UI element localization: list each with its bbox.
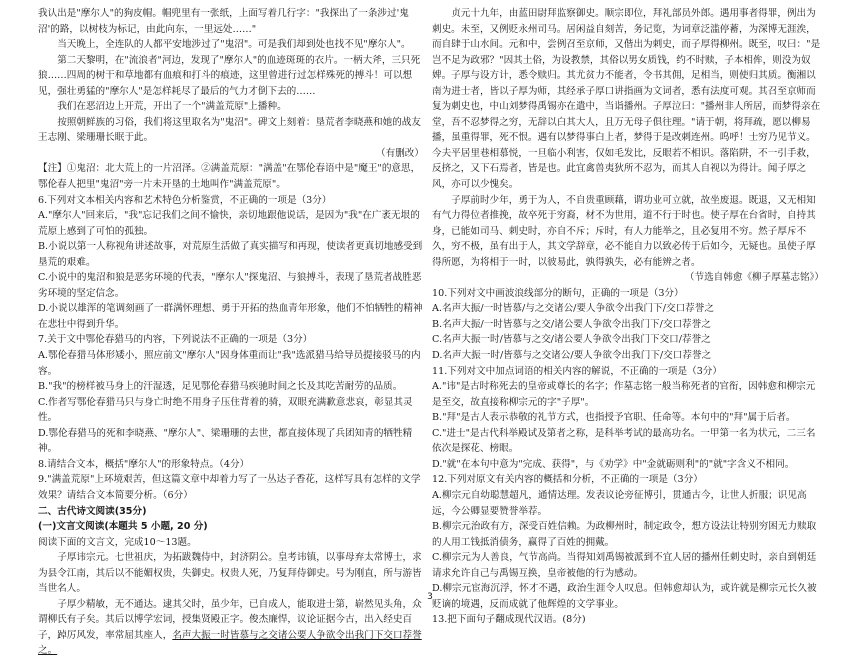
- option: B.小说以第一人称视角讲述故事，对荒原生活做了真实描写和再现，使读者更真切地感受到垦荒的艰难。: [38, 241, 423, 268]
- question-8: 8.请结合文本，概括"摩尔人"的形象特点。（4分）: [38, 458, 250, 470]
- option: A."讳"是古时称死去的皇帝或尊长的名字；作墓志铭一般当称死者的官衔，因韩愈和柳宗元是至交，故直接称柳宗元的字"子厚"。: [432, 381, 816, 408]
- option: C.柳宗元为人善良，气节高尚。当得知刘禹锡被派到不宜人居的播州任刺史时，亲自到朝廷请求允许自己与禹锡互换，皇帝被他的行为感动。: [432, 552, 817, 579]
- wavy-underlined-sentence: 名声大振一时皆慕与之交诸公要人争欲令出我门下交口荐誉之。: [38, 629, 422, 657]
- passage-paragraph: 当天晚上，全连队的人都平安地涉过了"鬼沼"。可是我们却到处也找不见"摩尔人"。: [57, 39, 411, 51]
- option: C.名声大振一时/皆慕与之交/诸公要人争欲令出我门下交口/荐誉之: [432, 334, 711, 346]
- question-10-stem: 10.下列对文中画波浪线部分的断句，正确的一项是（3分）: [432, 287, 684, 299]
- option: B.柳宗元治政有方，深受百姓信赖。为政柳州时，制定政令，想方设法让特别穷困无力赎取的人用工钱抵消债务，赢得了百姓的拥戴。: [432, 521, 817, 548]
- passage-paragraph: 按照朝鲜族的习俗，我们将这里取名为"鬼沼"。碑文上刻着：垦荒者李晓燕和她的战友王志刚、梁珊珊长眠于此。: [38, 116, 421, 144]
- option: A.柳宗元自幼聪慧超凡，通情达理。发表议论旁征博引，贯通古今，让世人折服；识见高远，今公卿显要赞誉举荐。: [432, 489, 807, 517]
- option: C.作者写鄂伦春猎马只与身亡时绝不用身子压住背着的骑，双眼充满歉意悲哀，彰显其灵性。: [38, 396, 413, 424]
- option: A.名声大振/一时皆慕/与之交诸公/要人争欲令出我门下/交口荐誉之: [432, 303, 714, 315]
- classical-text: 子厚少精敏，无不通达。逮其父时，虽少年，已自成人，能取进士第，崭然见头角，众谓柳氏有子矣。其后以博学宏词，授集贤殿正字。俊杰廉悍，议论证据今古，出入经史百子，踔厉风发，率常屈其座人，: [38, 598, 422, 641]
- question-7-stem: 7.关于文中鄂伦春猎马的内容，下列说法不正确的一项是（3分）: [38, 334, 313, 346]
- option: B."拜"是古人表示恭敬的礼节方式，也指授予官职、任命等。本句中的"拜"属于后者。: [432, 412, 796, 424]
- passage-paragraph: 第二天黎明，在"流浪者"河边，发现了"摩尔人"的血迹斑斑的衣片。一柄大斧，三只死狼……四周的树干和草地都有血痕和打斗的痕迹，这里曾进行过怎样殊死的搏斗！可以想见，强壮勇猛的"摩尔人"是怎样耗尽了最后的气力才倒下去的……: [38, 54, 421, 97]
- option: B.名声大振/一时皆慕与之交/诸公要人争欲令出我门下/交口荐誉之: [432, 318, 711, 330]
- source-note: （有删改）: [376, 147, 424, 159]
- question-9: 9."满盖荒原"上环境艰苦，但这篇文章中却着力写了一丛达子香花，这样写具有怎样的文学效果？请结合文本简要分析。（6分）: [38, 474, 421, 501]
- page-number: 3: [427, 592, 433, 602]
- option: B."我"的榜样被马身上的汗湿透，足见鄂伦春猎马疾驰时间之长及其吃苦耐劳的品质。: [38, 381, 403, 393]
- option: C."进士"是古代科举殿试及第者之称，是科举考试的最高功名。一甲第一名为状元，二三名依次是探花、榜眼。: [432, 427, 816, 455]
- option: D.柳宗元宦海沉浮，怀才不遇，政治生涯令人叹息。但韩愈却认为，或许就是柳宗元长久被贬谪的境遇，反而成就了他辉煌的文学事业。: [432, 583, 817, 610]
- option: D.鄂伦春猎马的死和李晓燕、"摩尔人"、梁珊珊的去世，都直接体现了兵团知青的牺牲精神。: [38, 427, 413, 455]
- question-11-stem: 11.下列对文中加点词语的相关内容的解说，不正确的一项是（3分）: [432, 365, 722, 377]
- footnote: 【注】①鬼沼：北大荒上的一片沼泽。②满盖荒原："满盖"在鄂伦春语中是"魔王"的意思，鄂伦春人把里"鬼沼"旁一片未开垦的土地叫作"满盖荒原"。: [38, 163, 421, 191]
- classical-paragraph: 子厚前时少年，勇于为人，不自贵重顾藉，谓功业可立就，故坐废退。既退，又无相知有气力得位者推挽，故卒死于穷裔，材不为世用，道不行于时也。使子厚在台省时，自持其身，已能如司马、刺史时，亦自不斥；斥时，有人力能举之，且必复用不穷。然子厚斥不久，穷不极，虽有出于人，其文学辞章，必不能自力以致必传于后如今，无疑也。虽使子厚得所愿，为将相于一时，以彼易此，孰得孰失，必有能辨之者。: [432, 194, 816, 268]
- left-column: [38, 6, 424, 659]
- option: C.小说中的鬼沼和狼是恶劣环境的代表，"摩尔人"探鬼沼、与狼搏斗，表现了垦荒者战胜恶劣环境的坚定信念。: [38, 272, 422, 299]
- classical-paragraph: [38, 597, 424, 659]
- question-13: 13.把下面句子翻成现代汉语。(8分): [432, 614, 586, 626]
- classical-paragraph: 贞元十九年，由蓝田尉拜监察御史。顺宗即位，拜礼部员外郎。遇用事者得罪，例出为刺史。未至，又例贬永州司马。居闲益自刻苦，务记览，为词章泛滥停蓄，为深博无涯涘，而自肆于山水间。元和中，尝例召至京师，又偕出为刺史，而子厚得柳州。既至，叹曰："是岂不足为政邪？"因其土俗，为设教禁，其俗以男女质钱，约不时赎，子本相侔，则没为奴婢。子厚与设方计，悉令赎归。其尤贫力不能者，令书其佣，足相当，则使归其质。衡湘以南为进士者，皆以子厚为师，其经承子厚口讲指画为文词者，悉有法度可观。其召至京师而复为刺史也，中山刘梦得禹锡亦在遣中，当诣播州。子厚泣曰："播州非人所居，而梦得亲在堂，吾不忍梦得之穷，无辞以白其大人，且万无母子俱往理。"请于朝，将拜疏，愿以柳易播，虽重得罪，死不恨。遇有以梦得事白上者，梦得于是改刺连州。呜呼！士穷乃见节义。今夫平居里巷相慕悦，一旦临小利害，仅如毛发比，反眼若不相识。落陷阱，不一引手救，反挤之，又下石焉者，皆是也。此宜禽兽夷狄所不忍为，而其人自视以为得计。闻子厚之风，亦可以少愧矣。: [432, 8, 821, 191]
- passage-paragraph: 我认出是"摩尔人"的狗皮帽。帽兜里有一张纸，上面写着几行字："我探出了一条涉过'鬼沼'的路，以树枝为标记，由此向东，一里远处……": [38, 8, 409, 35]
- question-6-stem: 6.下列对文本相关内容和艺术特色分析鉴赏，不正确的一项是（3分）: [38, 194, 332, 206]
- subsection-heading: (一)文言文阅读(本题共 5 小题, 20 分): [38, 521, 208, 533]
- option: A.鄂伦春猎马体形矮小，照应前文"摩尔人"因身体重而让"我"选派猎马给导员提接驳马的内容。: [38, 350, 421, 377]
- option: A."摩尔人"回来后，"我"忘记我们之间不愉快，亲切地跟他说话，是因为"我"在广袤无垠的荒原上感到了可怕的孤独。: [38, 210, 420, 237]
- question-12-stem: 12.下列对原文有关内容的概括和分析，不正确的一项是（3分）: [432, 474, 703, 486]
- source-note: （节选自韩愈《柳子厚墓志铭》）: [684, 272, 824, 284]
- passage-paragraph: 我们在恶沼边上开荒，开出了一个"满盖荒原"上播种。: [57, 101, 287, 113]
- option: D.名声大振一时/皆慕与之交诸公/要人争欲令出我门下/交口荐誉之: [432, 350, 712, 362]
- section-heading: 二、古代诗文阅读(35分): [38, 505, 147, 517]
- option: D.小说以雄浑的笔调刻画了一群满怀理想、勇于开拓的热血青年形象，他们不怕牺牲的精神在悲壮中得到升华。: [38, 303, 423, 330]
- option: D."就"在本句中意为"完成、获得"，与《劝学》中"金就砺则利"的"就"字含义不相同。: [432, 458, 795, 470]
- right-column: [432, 6, 824, 628]
- classical-paragraph: 子厚讳宗元。七世祖庆，为拓跋魏侍中，封济阴公。皇考讳镇，以事母弃太常博士，求为县令江南，其后以不能媚权贵，失御史。权贵人死，乃复拜侍御史。号为刚直，所与游皆当世名人。: [38, 552, 422, 595]
- reading-instruction: 阅读下面的文言文，完成10～13题。: [38, 536, 197, 548]
